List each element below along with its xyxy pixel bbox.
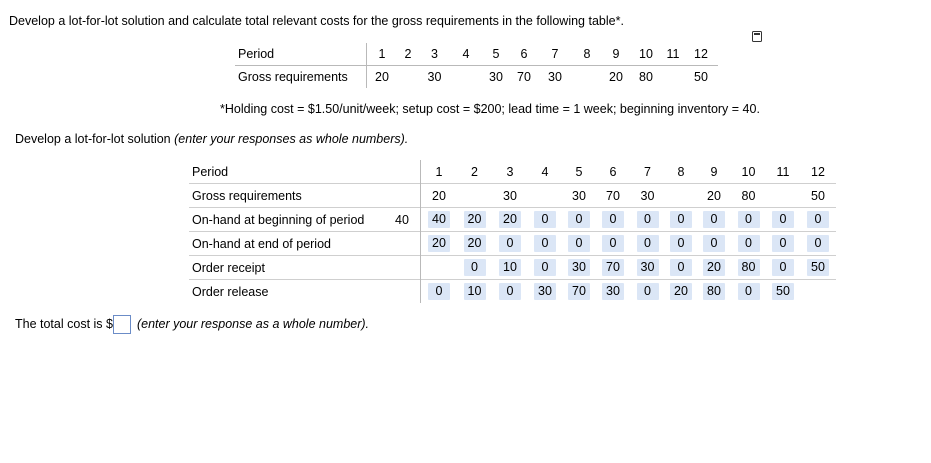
given-row-label: Gross requirements: [235, 66, 367, 89]
question-prompt: Develop a lot-for-lot solution and calculate total relevant costs for the gross requirements in the following table*.: [9, 14, 624, 28]
row-on-hand-end: [189, 232, 836, 256]
answer-input-cell[interactable]: 20: [703, 259, 725, 276]
answer-input-cell[interactable]: 0: [534, 211, 556, 228]
table-cell: [766, 184, 800, 208]
row-order-receipt: [189, 256, 836, 280]
table-cell: [421, 280, 458, 304]
initial-inventory-cell: [384, 184, 421, 208]
table-cell: [457, 256, 492, 280]
table-cell: 20: [697, 184, 731, 208]
table-cell: [596, 232, 630, 256]
table-cell: [665, 280, 697, 304]
table-cell: 4: [541, 164, 549, 179]
total-cost-hint: (enter your response as a whole number).: [136, 316, 370, 331]
initial-inventory-cell: 40: [384, 208, 421, 232]
row-label: Order receipt: [189, 256, 384, 280]
row-label: On-hand at end of period: [189, 232, 384, 256]
given-cell: 70: [517, 70, 531, 84]
table-cell: 5: [575, 164, 583, 179]
given-cell: [572, 66, 602, 89]
answer-input-cell[interactable]: 0: [738, 235, 760, 252]
given-cell: 50: [694, 70, 708, 84]
table-cell: [697, 280, 731, 304]
table-cell: [766, 208, 800, 232]
answer-input-cell[interactable]: 20: [499, 211, 521, 228]
row-label: On-hand at beginning of period: [189, 208, 384, 232]
table-cell: [731, 208, 766, 232]
table-cell: [457, 280, 492, 304]
row-on-hand-beginning: [189, 208, 836, 232]
table-cell: [800, 232, 836, 256]
table-cell: [596, 208, 630, 232]
answer-input-cell[interactable]: 80: [738, 259, 760, 276]
table-cell: 8: [677, 164, 685, 179]
answer-input-cell[interactable]: 0: [772, 211, 794, 228]
table-cell: [731, 256, 766, 280]
table-cell: [665, 256, 697, 280]
answer-input-cell[interactable]: 20: [464, 235, 486, 252]
given-cell: 12: [684, 43, 718, 66]
row-label: Order release: [189, 280, 384, 304]
table-cell: [596, 256, 630, 280]
table-cell: [457, 232, 492, 256]
answer-input-cell[interactable]: 0: [703, 211, 725, 228]
answer-input-cell[interactable]: 0: [534, 235, 556, 252]
table-cell: [630, 256, 665, 280]
answer-input-cell[interactable]: 50: [807, 259, 829, 276]
row-label: Gross requirements: [189, 184, 384, 208]
given-cell: 30: [548, 70, 562, 84]
table-cell: 30: [492, 184, 528, 208]
total-cost-label: The total cost is $: [15, 316, 113, 331]
table-cell: 30: [562, 184, 596, 208]
answer-input-cell[interactable]: 0: [602, 211, 624, 228]
row-gross-requirements: [189, 184, 836, 208]
table-cell: [630, 232, 665, 256]
initial-inventory-cell: [384, 160, 421, 184]
initial-inventory-cell: [384, 232, 421, 256]
answer-input-cell[interactable]: 30: [637, 259, 659, 276]
answer-input-cell[interactable]: 0: [637, 211, 659, 228]
table-cell: 70: [596, 184, 630, 208]
answer-input-cell[interactable]: 50: [772, 283, 794, 300]
answer-input-cell[interactable]: 0: [499, 235, 521, 252]
table-cell: [562, 208, 596, 232]
table-cell: [800, 280, 836, 304]
given-cell: 7: [538, 43, 572, 66]
table-cell: [630, 280, 665, 304]
answer-input-cell[interactable]: 0: [703, 235, 725, 252]
table-cell: [562, 256, 596, 280]
table-cell: [528, 184, 562, 208]
table-cell: [697, 232, 731, 256]
answer-input-cell[interactable]: 80: [703, 283, 725, 300]
answer-input-cell[interactable]: 20: [464, 211, 486, 228]
given-cell: 4: [450, 43, 482, 66]
row-period: [189, 160, 836, 184]
table-cell: [766, 232, 800, 256]
answer-input-cell[interactable]: 0: [738, 283, 760, 300]
table-cell: [492, 208, 528, 232]
given-cell: 1: [367, 43, 398, 66]
answer-input-cell[interactable]: 0: [637, 235, 659, 252]
given-cell: 3: [419, 43, 450, 66]
answer-input-cell[interactable]: 0: [568, 235, 590, 252]
given-cell: 9: [602, 43, 630, 66]
initial-inventory-cell: [384, 280, 421, 304]
table-cell: 12: [811, 164, 825, 179]
table-cell: [492, 256, 528, 280]
table-cell: [665, 208, 697, 232]
table-cell: [528, 256, 562, 280]
table-cell: [528, 208, 562, 232]
instruction-hint: (enter your responses as whole numbers).: [174, 132, 409, 146]
answer-input-cell[interactable]: 0: [602, 235, 624, 252]
table-cell: [630, 208, 665, 232]
given-cell: 80: [639, 70, 653, 84]
answer-input-cell[interactable]: 0: [772, 259, 794, 276]
table-cell: [766, 256, 800, 280]
table-cell: [697, 208, 731, 232]
table-cell: [492, 280, 528, 304]
table-cell: [697, 256, 731, 280]
answer-input-cell[interactable]: 10: [499, 259, 521, 276]
answer-input-cell[interactable]: 0: [428, 283, 450, 300]
table-cell: 2: [471, 164, 478, 179]
table-cell: [457, 208, 492, 232]
answer-input-cell[interactable]: 30: [534, 283, 556, 300]
answer-input-cell[interactable]: 0: [670, 235, 692, 252]
given-cell: 6: [510, 43, 538, 66]
table-cell: 30: [630, 184, 665, 208]
table-cell: 6: [609, 164, 617, 179]
answer-input-cell[interactable]: 30: [602, 283, 624, 300]
lot-for-lot-table: [189, 160, 836, 303]
cost-footnote: *Holding cost = $1.50/unit/week; setup cost = $200; lead time = 1 week; beginning inventory = 40.: [220, 102, 760, 116]
answer-input-cell[interactable]: 0: [464, 259, 486, 276]
given-cell: 8: [572, 43, 602, 66]
table-cell: 3: [506, 164, 514, 179]
given-cell: 30: [489, 70, 503, 84]
answer-input-cell[interactable]: 10: [464, 283, 486, 300]
row-label: Period: [192, 164, 229, 179]
answer-input-cell[interactable]: 0: [807, 211, 829, 228]
answer-input-cell[interactable]: 0: [534, 259, 556, 276]
given-cell: 5: [482, 43, 510, 66]
initial-inventory-cell: [384, 256, 421, 280]
table-cell: [800, 256, 836, 280]
given-cell: 2: [397, 43, 419, 66]
table-cell: 10: [741, 164, 756, 179]
given-cell: 30: [427, 70, 442, 84]
answer-input-cell[interactable]: 0: [670, 211, 692, 228]
table-cell: [492, 232, 528, 256]
answer-input-cell[interactable]: 20: [670, 283, 692, 300]
given-cell: [450, 66, 482, 89]
table-cell: [528, 232, 562, 256]
given-cell: 20: [609, 70, 623, 84]
table-cell: 80: [731, 184, 766, 208]
answer-input-cell[interactable]: 0: [637, 283, 659, 300]
instruction-text: [15, 132, 408, 146]
table-cell: [731, 280, 766, 304]
table-cell: [800, 208, 836, 232]
copy-icon[interactable]: [752, 31, 762, 42]
answer-input-cell[interactable]: 0: [807, 235, 829, 252]
answer-input-cell[interactable]: 0: [670, 259, 692, 276]
table-cell: [528, 280, 562, 304]
answer-input-cell[interactable]: 0: [499, 283, 521, 300]
given-cell: 11: [662, 43, 684, 66]
given-cell: [662, 66, 684, 89]
given-row-label: Period: [235, 43, 367, 66]
answer-input-cell[interactable]: 0: [738, 211, 760, 228]
table-cell: [731, 232, 766, 256]
instruction-main: Develop a lot-for-lot solution: [15, 132, 171, 146]
answer-input-cell[interactable]: 30: [568, 259, 590, 276]
table-cell: 7: [644, 164, 651, 179]
table-cell: 50: [800, 184, 836, 208]
answer-input-cell[interactable]: 40: [428, 211, 450, 228]
table-cell: [665, 232, 697, 256]
given-cell: 10: [630, 43, 662, 66]
total-cost-input[interactable]: [113, 315, 131, 334]
answer-input-cell[interactable]: 0: [772, 235, 794, 252]
answer-input-cell[interactable]: 0: [568, 211, 590, 228]
given-row-gross: [235, 66, 718, 89]
table-cell: 1: [421, 160, 458, 184]
table-cell: [457, 184, 492, 208]
total-cost-row: [15, 315, 369, 334]
table-cell: [421, 232, 458, 256]
answer-input-cell[interactable]: 70: [568, 283, 590, 300]
given-row-period: [235, 43, 718, 66]
table-cell: [596, 280, 630, 304]
answer-input-cell[interactable]: 70: [602, 259, 624, 276]
table-cell: [766, 280, 800, 304]
table-cell: [421, 208, 458, 232]
given-cell: 20: [375, 70, 389, 84]
table-cell: 11: [776, 164, 790, 179]
gross-requirements-table: [235, 43, 718, 88]
table-cell: 20: [421, 184, 458, 208]
table-cell: 9: [710, 164, 718, 179]
answer-input-cell[interactable]: 20: [428, 235, 450, 252]
given-cell: [397, 66, 419, 89]
row-order-release: [189, 280, 836, 304]
table-cell: [562, 280, 596, 304]
table-cell: [665, 184, 697, 208]
table-cell: [421, 256, 458, 280]
table-cell: [562, 232, 596, 256]
